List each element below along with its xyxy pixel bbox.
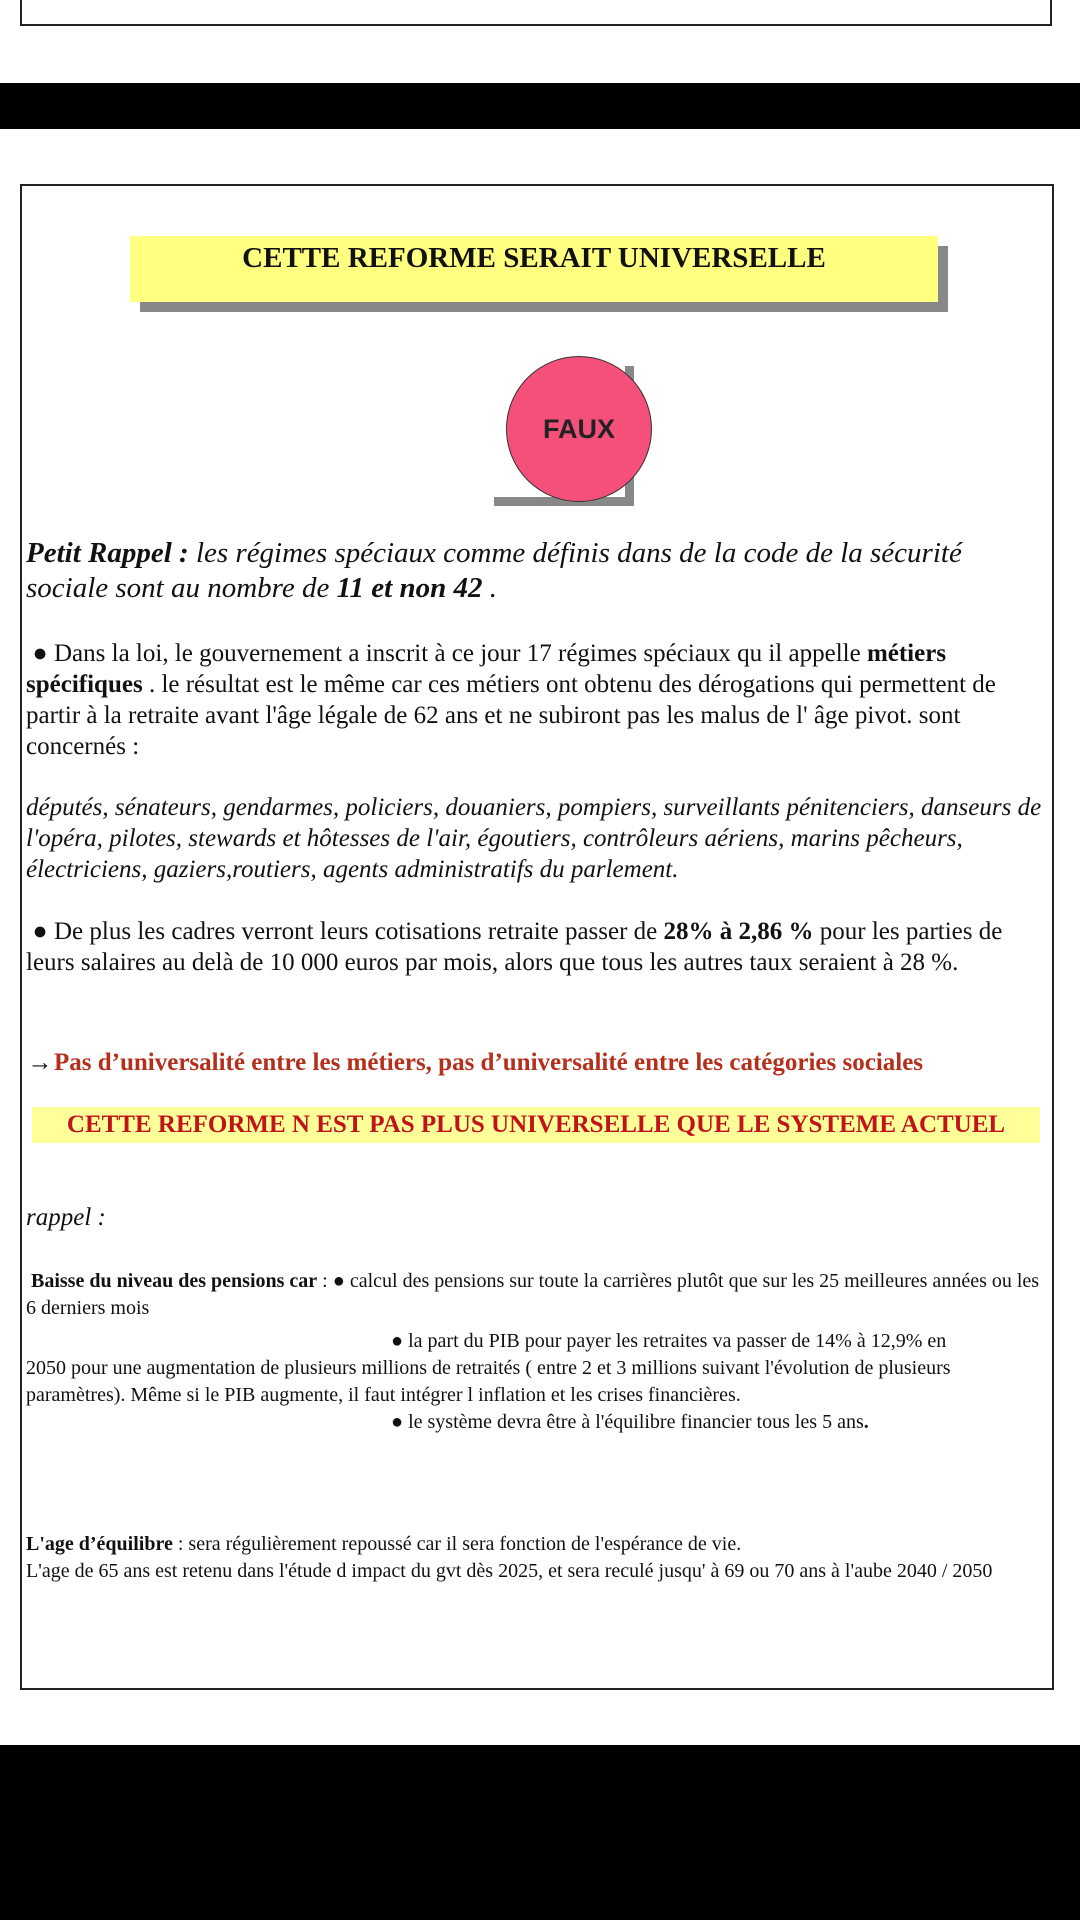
document-page (20, 184, 1054, 1690)
bullet-icon: ● (391, 1411, 404, 1433)
professions-list: députés, sénateurs, gendarmes, policiers, douaniers, pompiers, surveillants pénitenciers, danseurs de l'opéra, pilotes, stewards et hôtesses de l'air, égoutiers, contrôleurs aériens, marins pêcheurs, électriciens, gaziers,routiers, agents administratifs du parlement. (26, 794, 1042, 883)
baisse-item2-text-b: 2050 pour une augmentation de plusieurs millions de retraités ( entre 2 et 3 millions suivant l'évolution de plusieurs paramètres). Même si le PIB augmente, il faut intégrer l inflation et les crises financières. (26, 1357, 951, 1406)
bullet-icon: ● (32, 640, 48, 667)
baisse-item3 (26, 1409, 1050, 1436)
paragraph-metiers (26, 638, 1050, 762)
baisse-colon: : (317, 1270, 333, 1292)
conclusion-banner: CETTE REFORME N EST PAS PLUS UNIVERSELLE QUE LE SYSTEME ACTUEL (32, 1107, 1040, 1143)
intro-text-a: les régimes spéciaux comme définis dans de la code de la sécurité sociale sont au nombre de (26, 537, 962, 604)
rappel-label: rappel : (26, 1204, 106, 1231)
age-line-1 (26, 1531, 1050, 1558)
baisse-item2-first-line (26, 1328, 1050, 1355)
bullet-icon: ● (332, 1270, 345, 1292)
baisse-item3-text: le système devra être à l'équilibre financier tous les 5 ans (408, 1411, 864, 1433)
baisse-item-1 (26, 1268, 1050, 1322)
paragraph-cadres (26, 916, 1050, 978)
conclusion-line-text: Pas d’universalité entre les métiers, pas d’universalité entre les catégories sociales (54, 1049, 924, 1076)
para2-text-b: pour les parties de leurs salaires au delà de 10 000 euros par mois, alors que tous les autres taux seraient à 28 %. (26, 918, 1003, 976)
para1-bold: métiers spécifiques (26, 640, 947, 698)
para2-text-a: De plus les cadres verront leurs cotisations retraite passer de (54, 918, 664, 945)
bullet-icon: ● (32, 918, 48, 945)
arrow-icon: → (27, 1049, 53, 1076)
conclusion-line (26, 1046, 1050, 1080)
bullet-icon: ● (391, 1330, 404, 1352)
age-label: L'age d’équilibre (26, 1533, 173, 1555)
baisse-item3-end: . (863, 1411, 869, 1433)
intro-paragraph (26, 536, 1050, 606)
age-text-b: L'age de 65 ans est retenu dans l'étude d impact du gvt dès 2025, et sera reculé jusqu' à 69 ou 70 ans à l'aube 2040 / 2050 (26, 1560, 993, 1582)
baisse-item-2 (26, 1328, 1050, 1436)
para2-bold: 28% à 2,86 % (663, 918, 814, 945)
intro-text-b: . (482, 572, 497, 604)
page-bottom-band (0, 1745, 1080, 1920)
age-paragraph (26, 1531, 1050, 1585)
baisse-item1-text: calcul des pensions sur toute la carrières plutôt que sur les 25 meilleures années ou les 6 derniers mois (26, 1270, 1040, 1319)
verdict-badge (484, 356, 634, 506)
intro-label: Petit Rappel : (26, 537, 189, 569)
para1-text-b: . le résultat est le même car ces métiers ont obtenu des dérogations qui permettent de partir à la retraite avant l'âge légale de 62 ans et ne subiront pas les malus de l' âge pivot. sont concernés : (26, 671, 996, 760)
page-title: CETTE REFORME SERAIT UNIVERSELLE (130, 236, 938, 302)
para1-text-a: Dans la loi, le gouvernement a inscrit à ce jour 17 régimes spéciaux qu il appelle (54, 640, 867, 667)
verdict-circle: FAUX (506, 356, 652, 502)
age-text-a: : sera régulièrement repoussé car il sera fonction de l'espérance de vie. (172, 1533, 742, 1555)
title-banner (130, 236, 938, 302)
intro-bold: 11 et non 42 (336, 572, 483, 604)
page-separator-band (0, 83, 1080, 129)
baisse-label: Baisse du niveau des pensions car (31, 1270, 318, 1292)
baisse-item2-text-a: la part du PIB pour payer les retraites va passer de 14% à 12,9% en (408, 1330, 947, 1352)
previous-page-frame (20, 0, 1052, 26)
